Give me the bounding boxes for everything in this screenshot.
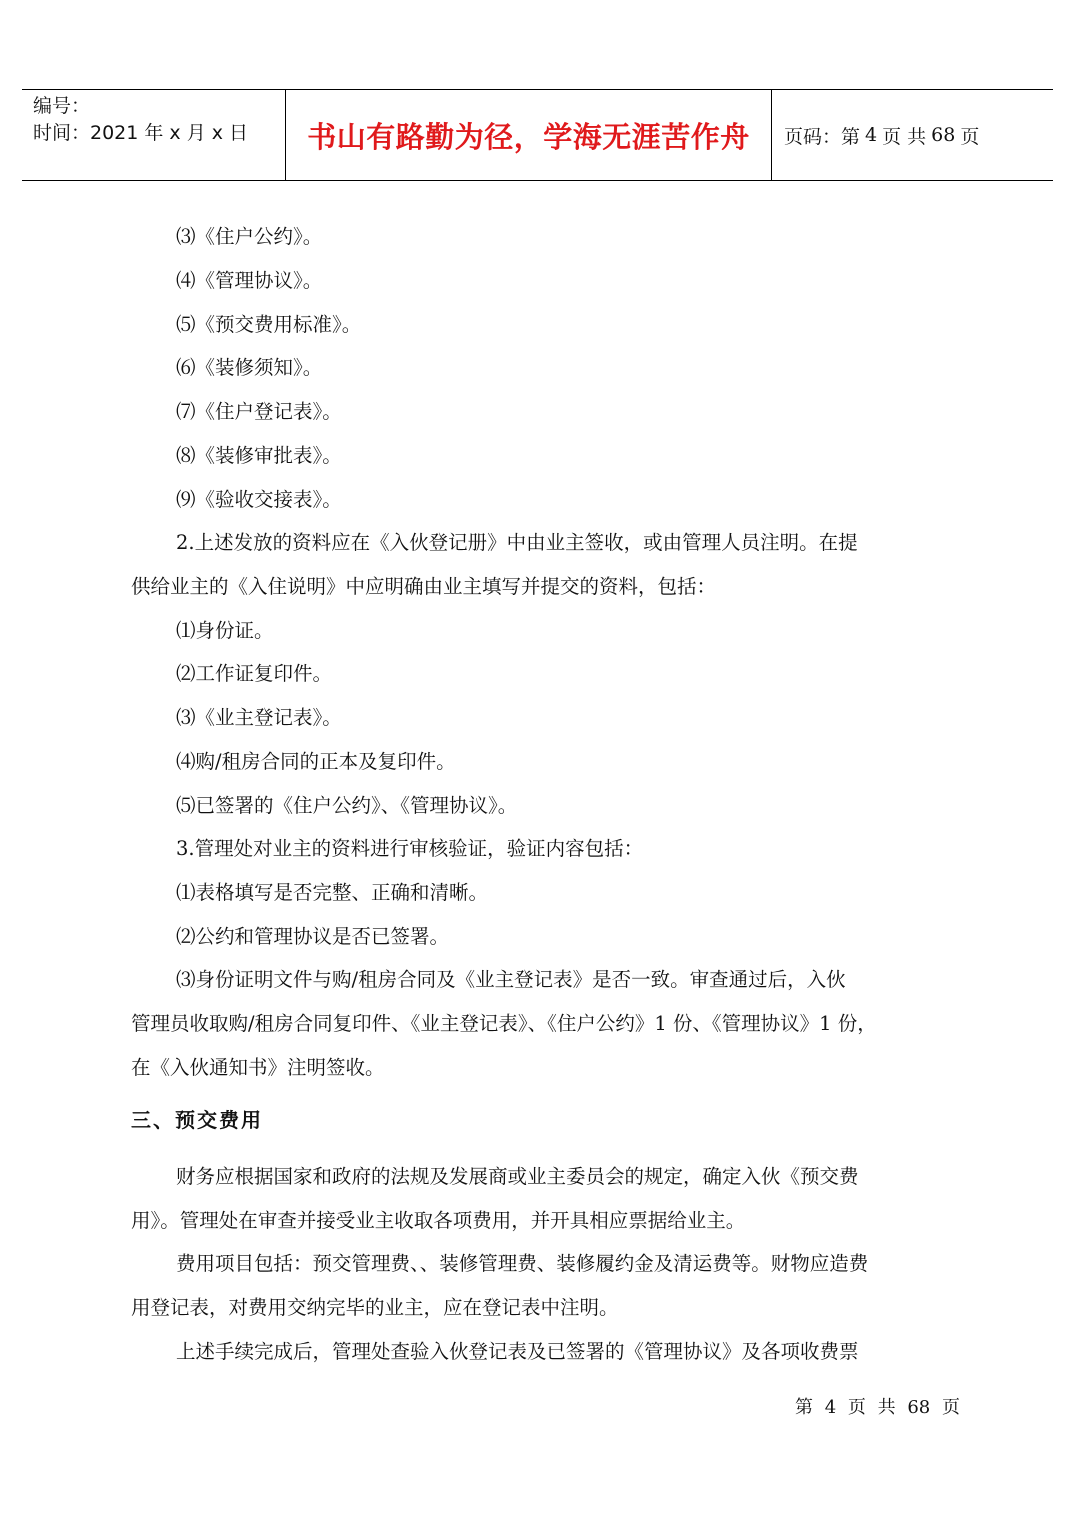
list-item: ⑶《业主登记表》。 <box>176 706 342 729</box>
list-item: ⑸《预交费用标准》。 <box>176 313 362 336</box>
paragraph-line: 2.上述发放的资料应在《入伙登记册》中由业主签收，或由管理人员注明。在提 <box>176 531 858 554</box>
page-footer: 第 4 页 共 68 页 <box>795 1397 960 1418</box>
list-item: ⑶身份证明文件与购/租房合同及《业主登记表》是否一致。审查通过后，入伙 <box>176 968 846 991</box>
paragraph-line: 费用项目包括：预交管理费、、装修管理费、装修履约金及清运费等。财物应造费 <box>176 1252 869 1275</box>
header-meta <box>22 90 285 180</box>
page-total: 68 <box>931 124 956 146</box>
list-item: ⑴身份证。 <box>176 619 274 642</box>
paragraph-line: 用》。管理处在审查并接受业主收取各项费用，并开具相应票据给业主。 <box>131 1209 746 1232</box>
list-item: ⑵公约和管理协议是否已签署。 <box>176 925 450 948</box>
page-current: 4 <box>865 124 878 146</box>
list-item: ⑸已签署的《住户公约》、《管理协议》。 <box>176 794 518 817</box>
paragraph-line: 财务应根据国家和政府的法规及发展商或业主委员会的规定，确定入伙《预交费 <box>176 1165 859 1188</box>
page-mid: 页 共 <box>882 125 927 148</box>
list-item: ⑶《住户公约》。 <box>176 225 323 248</box>
header-motto-cell <box>285 90 772 180</box>
document-date-label: 时间：2021 年 x 月 x 日 <box>33 122 249 144</box>
paragraph-line: 供给业主的《入住说明》中应明确由业主填写并提交的资料，包括： <box>131 575 717 598</box>
list-item: ⑴表格填写是否完整、正确和清晰。 <box>176 881 489 904</box>
list-item: ⑷购/租房合同的正本及复印件。 <box>176 750 456 773</box>
list-item: ⑻《装修审批表》。 <box>176 444 342 467</box>
header-motto: 书山有路勤为径，学海无涯苦作舟 <box>307 119 750 154</box>
header-page-indicator <box>772 90 1053 180</box>
page-prefix: 页码：第 <box>784 125 861 148</box>
page-header <box>22 89 1053 181</box>
paragraph-line: 管理员收取购/租房合同复印件、《业主登记表》、《住户公约》1 份、《管理协议》1 份， <box>131 1012 877 1035</box>
paragraph-line: 上述手续完成后，管理处查验入伙登记表及已签署的《管理协议》及各项收费票 <box>176 1340 859 1363</box>
paragraph-line: 在《入伙通知书》注明签收。 <box>131 1056 385 1079</box>
paragraph-line: 3.管理处对业主的资料进行审核验证，验证内容包括： <box>176 837 644 860</box>
list-item: ⑵工作证复印件。 <box>176 662 333 685</box>
document-number-label: 编号： <box>33 95 91 117</box>
section-heading: 三、预交费用 <box>131 1108 263 1132</box>
list-item: ⑼《验收交接表》。 <box>176 488 342 511</box>
page-suffix: 页 <box>960 125 980 148</box>
list-item: ⑺《住户登记表》。 <box>176 400 342 423</box>
list-item: ⑷《管理协议》。 <box>176 269 323 292</box>
list-item: ⑹《装修须知》。 <box>176 356 323 379</box>
paragraph-line: 用登记表，对费用交纳完毕的业主，应在登记表中注明。 <box>131 1296 619 1319</box>
